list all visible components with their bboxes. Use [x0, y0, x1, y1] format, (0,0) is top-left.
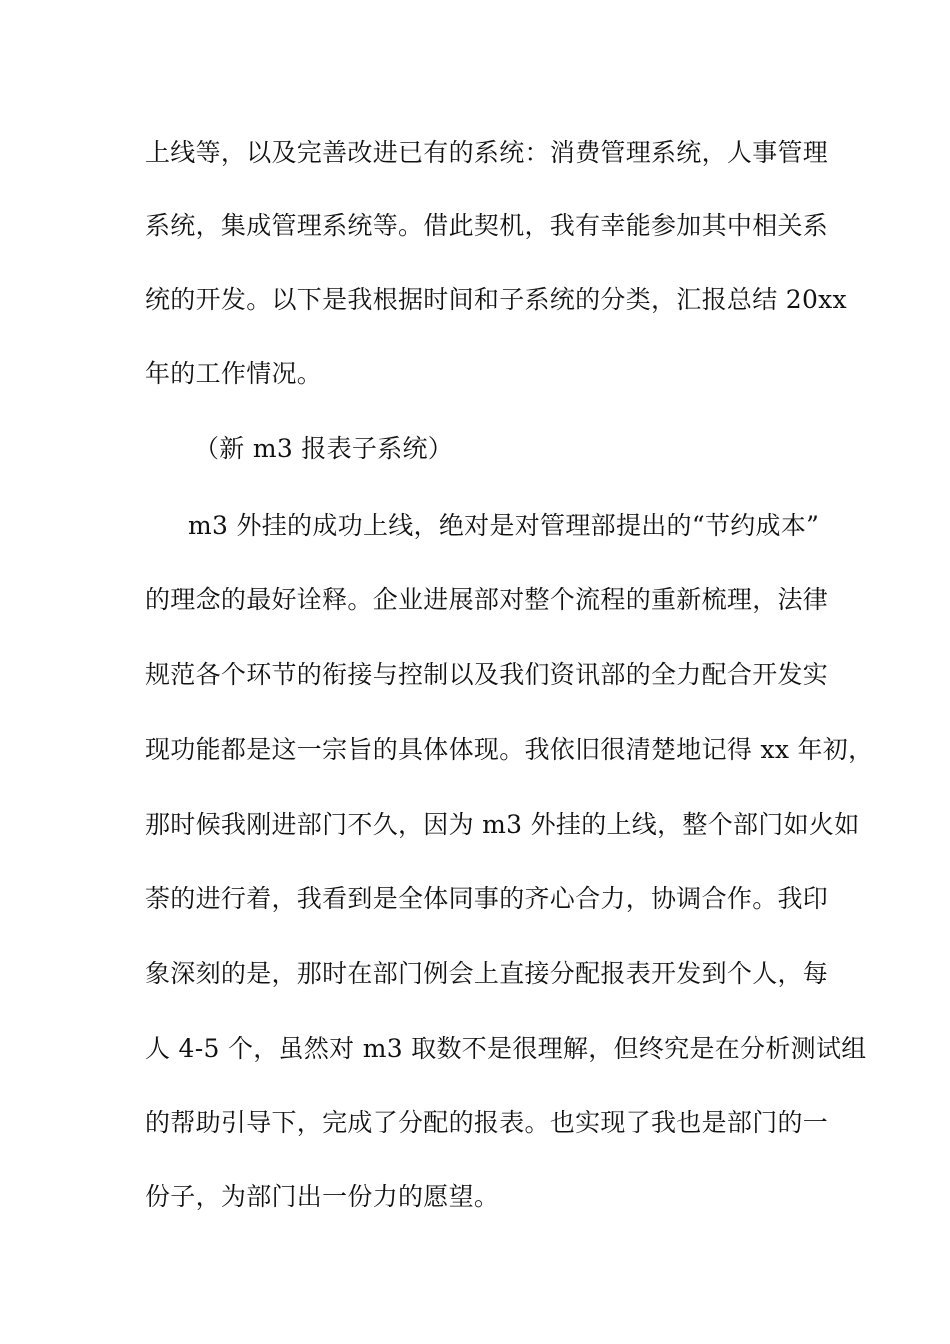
paragraph-line: 人 4-5 个，虽然对 m3 取数不是很理解，但终究是在分析测试组: [145, 1034, 867, 1063]
paragraph-line: m3 外挂的成功上线，绝对是对管理部提出的“节约成本”: [188, 511, 820, 540]
paragraph-line: 份子，为部门出一份力的愿望。: [145, 1182, 500, 1211]
paragraph-line: 系统，集成管理系统等。借此契机，我有幸能参加其中相关系: [145, 211, 829, 240]
paragraph-line: 统的开发。以下是我根据时间和子系统的分类，汇报总结 20xx: [145, 285, 847, 314]
paragraph-line: 那时候我刚进部门不久，因为 m3 外挂的上线，整个部门如火如: [145, 810, 860, 839]
paragraph-line: 的帮助引导下，完成了分配的报表。也实现了我也是部门的一: [145, 1108, 829, 1137]
paragraph-line: 规范各个环节的衔接与控制以及我们资讯部的全力配合开发实: [145, 660, 829, 689]
paragraph-line: 现功能都是这一宗旨的具体体现。我依旧很清楚地记得 xx 年初，: [145, 735, 874, 764]
paragraph-line: 的理念的最好诠释。企业进展部对整个流程的重新梳理，法律: [145, 585, 829, 614]
paragraph-line: 年的工作情况。: [145, 359, 323, 388]
paragraph-line: 上线等，以及完善改进已有的系统：消费管理系统，人事管理: [145, 138, 829, 167]
paragraph-line: 荼的进行着，我看到是全体同事的齐心合力，协调合作。我印: [145, 884, 829, 913]
paragraph-line: 象深刻的是，那时在部门例会上直接分配报表开发到个人，每: [145, 959, 829, 988]
section-heading: （新 m3 报表子系统）: [194, 434, 454, 463]
